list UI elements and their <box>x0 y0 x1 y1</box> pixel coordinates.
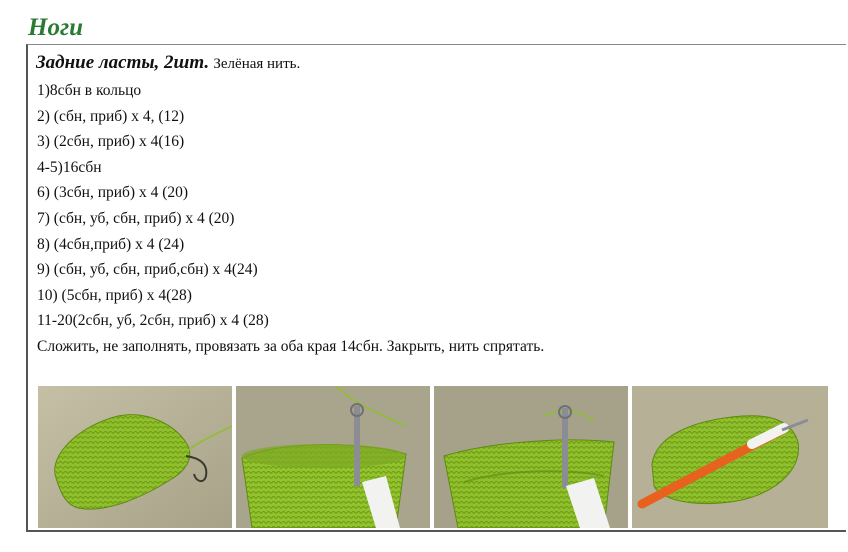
pattern-step: 9) (сбн, уб, сбн, приб,сбн) х 4(24) <box>37 261 258 279</box>
pattern-step: 2) (сбн, приб) х 4, (12) <box>37 107 185 125</box>
pattern-steps <box>37 78 544 360</box>
pattern-step: 1)8сбн в кольцо <box>37 82 142 99</box>
knitted-flipper-photo <box>38 386 232 528</box>
pattern-heading-title: Задние ласты, 2шт. <box>36 52 210 73</box>
knitted-cup-folded-photo <box>434 386 628 528</box>
pattern-heading-note: Зелёная нить. <box>213 56 301 72</box>
pattern-step: 8) (4сбн,приб) х 4 (24) <box>37 235 185 253</box>
pattern-panel <box>26 44 846 532</box>
pattern-step: 4-5)16сбн <box>37 158 102 176</box>
pattern-heading <box>36 53 300 74</box>
pattern-step: 10) (5сбн, приб) х 4(28) <box>37 286 192 304</box>
photo-strip <box>38 386 828 528</box>
pattern-step: 6) (3сбн, приб) х 4 (20) <box>37 184 189 202</box>
pattern-step: 7) (сбн, уб, сбн, приб) х 4 (20) <box>37 209 235 227</box>
knitted-cup-with-hook-photo <box>236 386 430 528</box>
pattern-step: 3) (2сбн, приб) х 4(16) <box>37 133 185 151</box>
pattern-step: 11-20(2сбн, уб, 2сбн, приб) х 4 (28) <box>37 312 269 330</box>
pattern-step-finish: Сложить, не заполнять, провязать за оба края 14сбн. Закрыть, нить спрятать. <box>37 337 545 355</box>
section-title: Ноги <box>28 14 84 41</box>
knitted-flipper-with-hook-photo <box>632 386 828 528</box>
